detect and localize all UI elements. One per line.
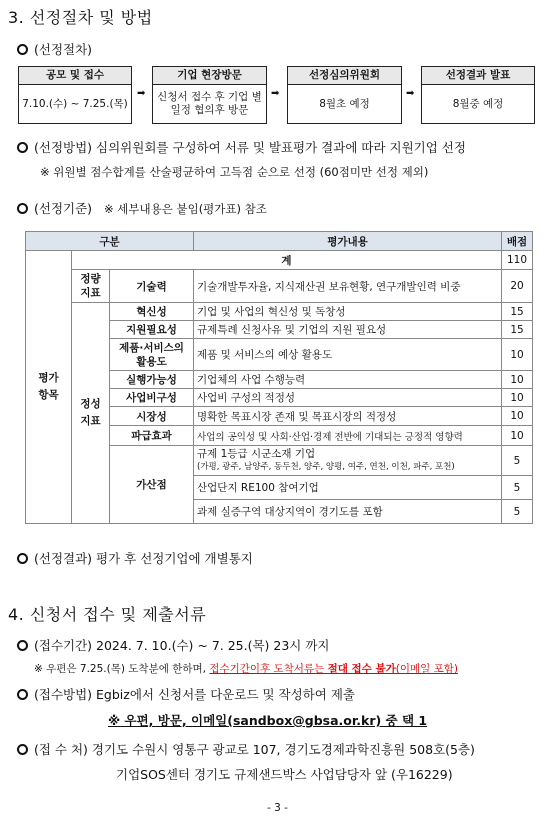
circle-bullet-icon — [17, 744, 28, 755]
arrow-right-icon: ➡ — [137, 88, 146, 99]
total-score: 110 — [502, 251, 533, 270]
qual-cell: 정성 지표 — [72, 303, 110, 524]
group-cell: 평가 항목 — [26, 251, 72, 524]
total-label: 계 — [72, 251, 502, 270]
bonus-content — [194, 446, 502, 476]
period-note-b: 접수기간이후 도착서류는 — [209, 663, 328, 675]
header-score: 배점 — [502, 232, 533, 251]
page-number: - 3 - — [267, 802, 288, 814]
step-body: 8월중 예정 — [452, 97, 504, 110]
row-item: 지원필요성 — [110, 321, 194, 339]
method-note: ※ 위원별 점수합계를 산술평균하여 고득점 순으로 선정 (60점미만 선정 제외) — [40, 165, 429, 179]
circle-bullet-icon — [17, 203, 28, 214]
row-score: 10 — [502, 389, 533, 407]
circle-bullet-icon — [17, 44, 28, 55]
section4-title: 4. 신청서 접수 및 제출서류 — [8, 605, 207, 624]
bonus-text: 규제 1등급 시군소재 기업 — [197, 447, 316, 460]
place-line2: 기업SOS센터 경기도 규제샌드박스 사업담당자 앞 (우16229) — [116, 767, 453, 782]
criteria-bullet — [17, 199, 267, 217]
method-bullet — [17, 138, 466, 156]
period-note-a: ※ 우편은 7.25.(목) 도착분에 한하며, — [34, 663, 210, 675]
bonus-subtext: (가평, 광주, 남양주, 동두천, 양주, 양평, 여주, 연천, 이천, 파주, 포천) — [197, 461, 455, 472]
period-text: (접수기간) 2024. 7. 10.(수) ~ 7. 25.(목) 23시 까지 — [34, 638, 330, 653]
row-score: 10 — [502, 426, 533, 446]
circle-bullet-icon — [17, 640, 28, 651]
header-content: 평가내용 — [194, 232, 502, 251]
row-content: 명확한 목표시장 존재 및 목표시장의 적정성 — [194, 407, 502, 426]
row-item: 제품·서비스의 활용도 — [110, 339, 194, 371]
step-body-line: 일정 협의후 방문 — [170, 104, 249, 116]
row-item: 시장성 — [110, 407, 194, 426]
place-bullet — [17, 740, 475, 758]
step-head: 선정결과 발표 — [422, 67, 534, 85]
bonus-score: 5 — [502, 446, 533, 476]
period-note-d: (이메일 포함) — [395, 663, 458, 675]
circle-bullet-icon — [17, 553, 28, 564]
criteria-label: (선정기준) — [34, 201, 93, 216]
row-score: 15 — [502, 321, 533, 339]
section3-title: 3. 선정절차 및 방법 — [8, 8, 153, 27]
method4-options: ※ 우편, 방문, 이메일(sandbox@gbsa.or.kr) 중 택 1 — [108, 713, 428, 728]
step-head: 공모 및 접수 — [19, 67, 131, 85]
result-bullet — [17, 549, 253, 567]
bonus-content: 과제 실증구역 대상지역이 경기도를 포함 — [194, 500, 502, 524]
method4-bullet — [17, 685, 355, 703]
step-announcement — [421, 66, 535, 124]
step-application — [18, 66, 132, 124]
bonus-content: 산업단지 RE100 참여기업 — [194, 476, 502, 500]
row-score: 10 — [502, 339, 533, 371]
period-note — [34, 661, 458, 676]
row-score: 10 — [502, 371, 533, 389]
evaluation-table — [25, 231, 533, 524]
step-body-line: 신청서 접수 후 기업 별 — [157, 91, 262, 103]
bonus-item: 가산점 — [110, 446, 194, 524]
process-bullet — [17, 40, 92, 58]
method-text: (선정방법) 심의위원회를 구성하여 서류 및 발표평가 결과에 따라 지원기업 선정 — [34, 140, 466, 155]
row-score: 20 — [502, 270, 533, 303]
arrow-right-icon: ➡ — [271, 88, 280, 99]
arrow-right-icon: ➡ — [406, 88, 415, 99]
row-item: 혁신성 — [110, 303, 194, 321]
row-item: 사업비구성 — [110, 389, 194, 407]
row-score: 15 — [502, 303, 533, 321]
row-item: 실행가능성 — [110, 371, 194, 389]
period-bullet — [17, 636, 330, 654]
place-text: (접 수 처) 경기도 수원시 영통구 광교로 107, 경기도경제과학진흥원 508호(5층) — [34, 742, 475, 757]
bonus-score: 5 — [502, 476, 533, 500]
process-label: (선정절차) — [34, 42, 93, 57]
row-content: 기업 및 사업의 혁신성 및 독창성 — [194, 303, 502, 321]
criteria-note: ※ 세부내용은 붙임(평가표) 참조 — [103, 202, 267, 216]
result-text: (선정결과) 평가 후 선정기업에 개별통지 — [34, 551, 253, 566]
row-item: 파급효과 — [110, 426, 194, 446]
step-body: 7.10.(수) ~ 7.25.(목) — [22, 97, 128, 110]
header-category: 구분 — [26, 232, 194, 251]
step-body: 8월초 예정 — [319, 97, 370, 110]
row-content: 규제특례 신청사유 및 기업의 지원 필요성 — [194, 321, 502, 339]
row-score: 10 — [502, 407, 533, 426]
row-content: 기술개발투자율, 지식재산권 보유현황, 연구개발인력 비중 — [194, 270, 502, 303]
circle-bullet-icon — [17, 689, 28, 700]
row-content: 사업의 공익성 및 사회·산업·경제 전반에 기대되는 긍정적 영향력 — [194, 426, 502, 446]
row-item: 기술력 — [110, 270, 194, 303]
row-content: 제품 및 서비스의 예상 활용도 — [194, 339, 502, 371]
circle-bullet-icon — [17, 142, 28, 153]
step-body — [153, 85, 266, 123]
step-site-visit — [152, 66, 267, 124]
step-head: 선정심의위원회 — [288, 67, 401, 85]
row-content: 기업체의 사업 수행능력 — [194, 371, 502, 389]
period-note-c: 절대 접수 불가 — [327, 663, 396, 675]
bonus-score: 5 — [502, 500, 533, 524]
row-content: 사업비 구성의 적정성 — [194, 389, 502, 407]
method4-text: (접수방법) Egbiz에서 신청서를 다운로드 및 작성하여 제출 — [34, 687, 355, 702]
step-committee — [287, 66, 402, 124]
step-head: 기업 현장방문 — [153, 67, 266, 85]
quant-cell: 정량 지표 — [72, 270, 110, 303]
